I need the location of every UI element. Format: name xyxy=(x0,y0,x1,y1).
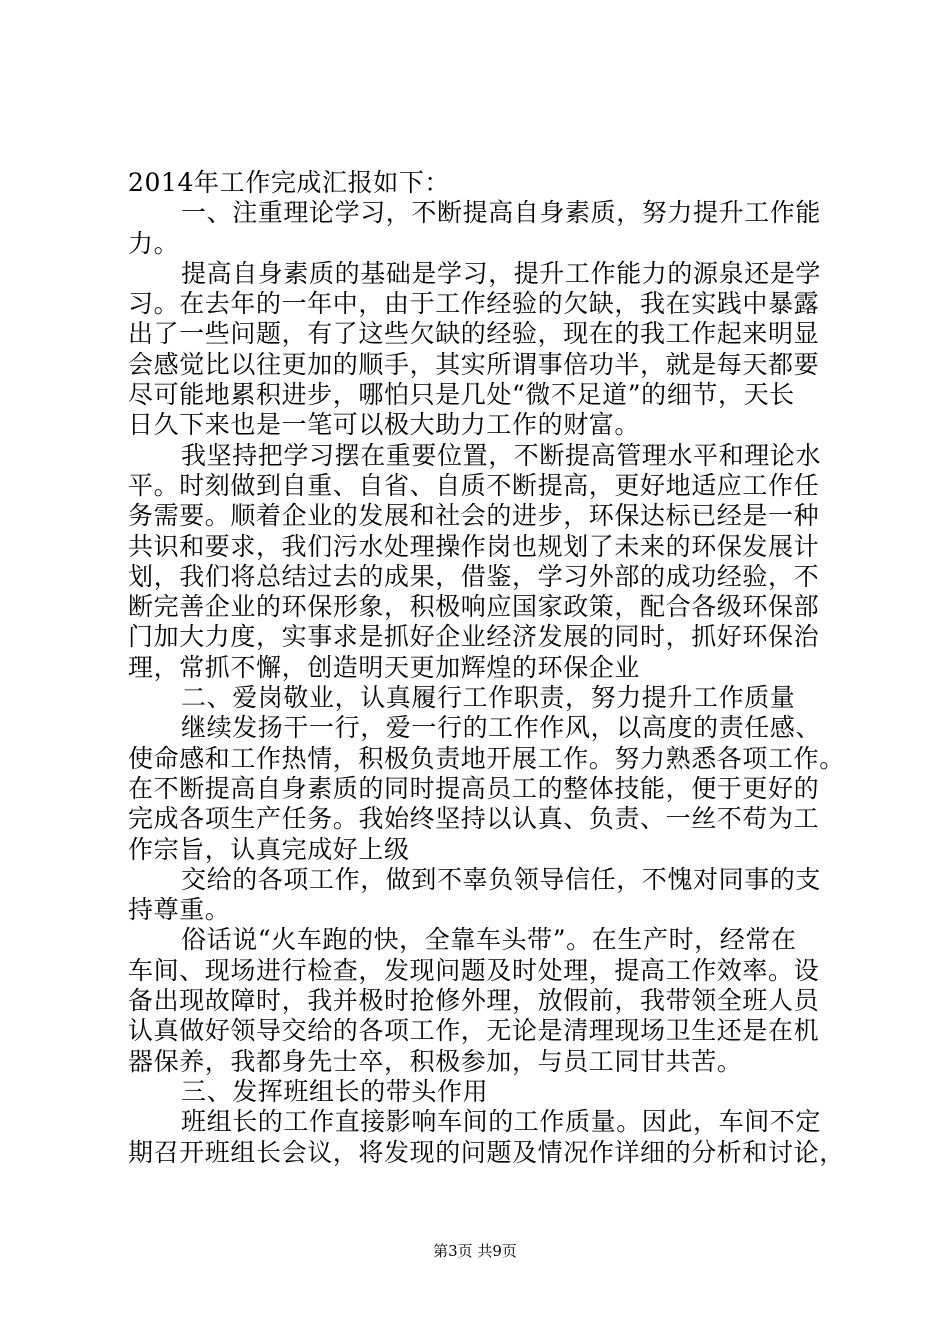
page-footer: 第3页 共9页 xyxy=(433,1242,517,1260)
text-line: 持尊重。 xyxy=(128,895,231,925)
document-body xyxy=(128,168,848,1168)
text-line: 继续发扬干一行，爱一行的工作作风，以高度的责任感、 xyxy=(181,713,822,743)
text-line: 作宗旨，认真完成好上级 xyxy=(128,834,410,864)
text-line: 理，常抓不懈，创造明天更加辉煌的环保企业 xyxy=(128,652,641,682)
text-line: 俗话说“火车跑的快，全靠车头带”。在生产时，经常在 xyxy=(181,925,797,955)
text-line: 力。 xyxy=(128,228,180,258)
text-line: 一、注重理论学习，不断提高自身素质，努力提升工作能 xyxy=(181,198,822,228)
text-line: 期召开班组长会议，将发现的问题及情况作详细的分析和讨论， xyxy=(128,1137,845,1167)
text-line: 平。时刻做到自重、自省、自质不断提高，更好地适应工作任 xyxy=(128,470,820,500)
text-line: 三、发挥班组长的带头作用 xyxy=(181,1076,489,1106)
text-line: 共识和要求，我们污水处理操作岗也规划了未来的环保发展计 xyxy=(128,531,820,561)
text-line: 尽可能地累积进步，哪怕只是几处“微不足道”的细节，天长 xyxy=(128,380,795,410)
text-line: 划，我们将总结过去的成果，借鉴，学习外部的成功经验，不 xyxy=(128,561,820,591)
text-line: 断完善企业的环保形象，积极响应国家政策，配合各级环保部 xyxy=(128,592,820,622)
text-line: 出了一些问题，有了这些欠缺的经验，现在的我工作起来明显 xyxy=(128,319,820,349)
text-line: 日久下来也是一笔可以极大助力工作的财富。 xyxy=(128,410,641,440)
text-line: 交给的各项工作，做到不辜负领导信任，不愧对同事的支 xyxy=(181,864,822,894)
text-line: 提高自身素质的基础是学习，提升工作能力的源泉还是学 xyxy=(181,258,822,288)
text-line: 务需要。顺着企业的发展和社会的进步，环保达标已经是一种 xyxy=(128,501,820,531)
text-line: 门加大力度，实事求是抓好企业经济发展的同时，抓好环保治 xyxy=(128,622,820,652)
text-line: 使命感和工作热情，积极负责地开展工作。努力熟悉各项工作。 xyxy=(128,743,845,773)
text-line: 我坚持把学习摆在重要位置，不断提高管理水平和理论水 xyxy=(181,440,822,470)
text-line: 车间、现场进行检查，发现问题及时处理，提高工作效率。设 xyxy=(128,955,820,985)
text-line: 2014年工作完成汇报如下： xyxy=(128,168,451,197)
text-line: 会感觉比以往更加的顺手，其实所谓事倍功半，就是每天都要 xyxy=(128,349,820,379)
text-line: 认真做好领导交给的各项工作，无论是清理现场卫生还是在机 xyxy=(128,1016,820,1046)
text-line: 班组长的工作直接影响车间的工作质量。因此，车间不定 xyxy=(181,1107,822,1137)
text-line: 二、爱岗敬业，认真履行工作职责，努力提升工作质量 xyxy=(181,683,796,713)
text-line: 在不断提高自身素质的同时提高员工的整体技能，便于更好的 xyxy=(128,773,820,803)
text-line: 器保养，我都身先士卒，积极参加，与员工同甘共苦。 xyxy=(128,1046,743,1076)
text-line: 备出现故障时，我并极时抢修外理，放假前，我带领全班人员 xyxy=(128,986,820,1016)
text-line: 完成各项生产任务。我始终坚持以认真、负责、一丝不苟为工 xyxy=(128,804,820,834)
text-line: 习。在去年的一年中，由于工作经验的欠缺，我在实践中暴露 xyxy=(128,289,820,319)
